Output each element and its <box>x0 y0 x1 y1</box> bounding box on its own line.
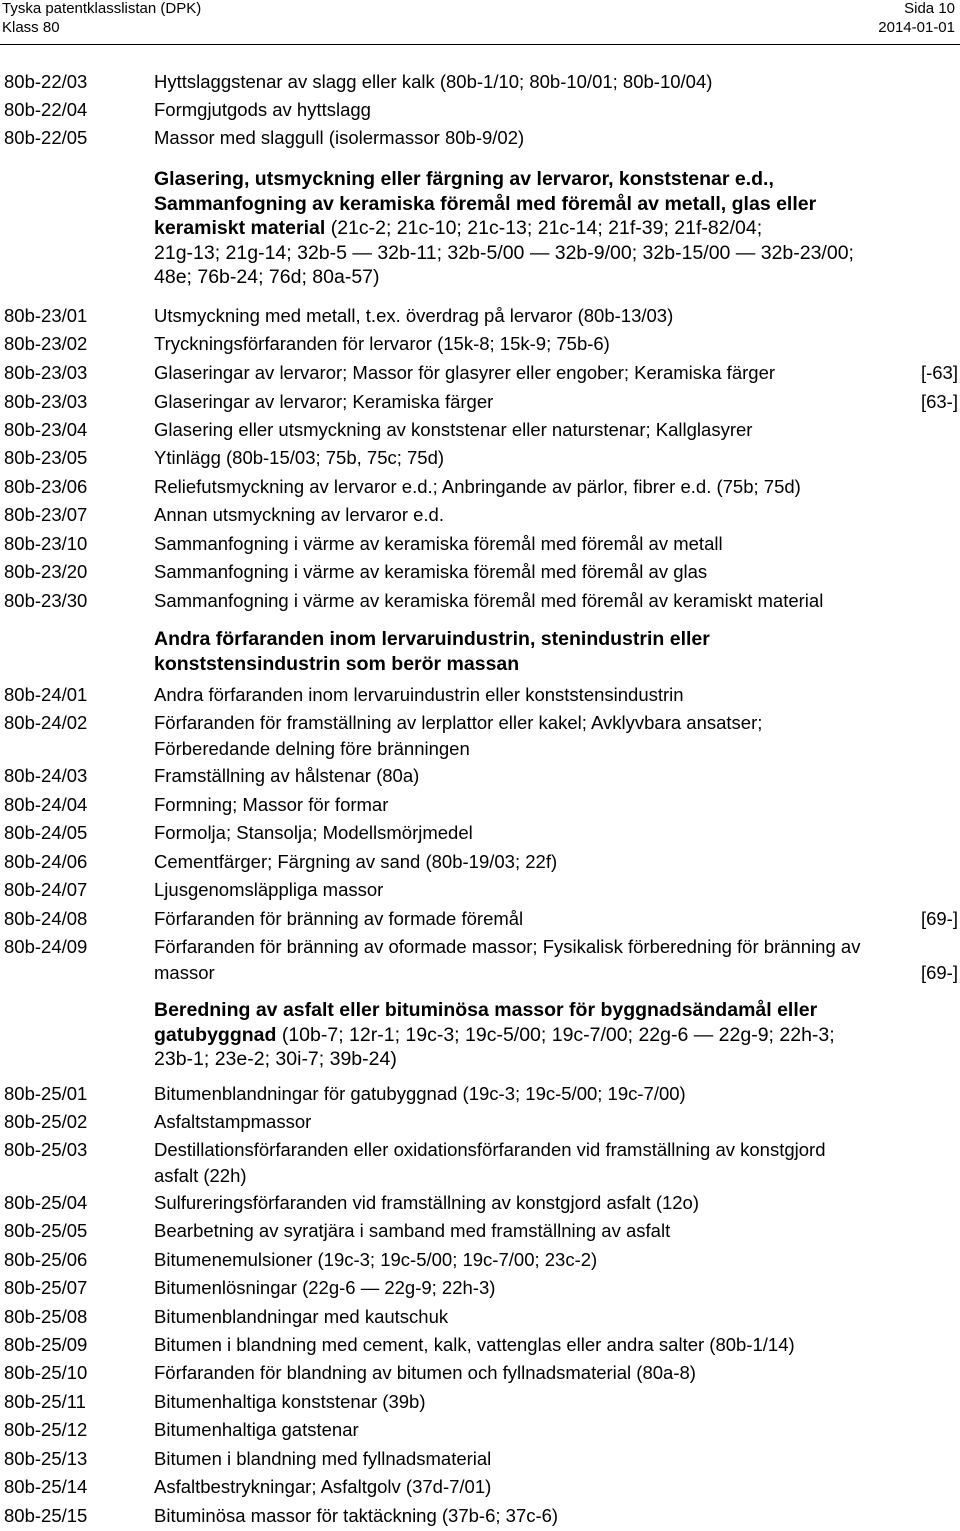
class-code: 80b-25/12 <box>4 1419 88 1440</box>
class-description: Asfaltbestrykningar; Asfaltgolv (37d-7/01) <box>154 1476 492 1497</box>
class-label: Klass 80 <box>2 19 60 36</box>
class-description: Bitumenblandningar för gatubyggnad (19c-3; 19c-5/00; 19c-7/00) <box>154 1083 686 1104</box>
section-heading <box>154 167 960 290</box>
class-code: 80b-22/05 <box>4 127 88 148</box>
class-code: 80b-25/02 <box>4 1111 88 1132</box>
class-code: 80b-25/05 <box>4 1220 88 1241</box>
class-description: Sammanfogning i värme av keramiska föremål med föremål av metall <box>154 533 723 554</box>
section-heading-line: 21g-13; 21g-14; 32b-5 — 32b-11; 32b-5/00 — 32b-9/00; 32b-15/00 — 32b-23/00; <box>154 241 854 264</box>
class-description: Förfaranden för blandning av bitumen och fyllnadsmaterial (80a-8) <box>154 1362 696 1383</box>
class-description: Bitumen i blandning med fyllnadsmaterial <box>154 1448 492 1469</box>
class-description: Formolja; Stansolja; Modellsmörjmedel <box>154 822 473 843</box>
class-description: Andra förfaranden inom lervaruindustrin eller konststensindustrin <box>154 684 684 705</box>
class-code: 80b-25/10 <box>4 1362 88 1383</box>
class-code: 80b-25/03 <box>4 1139 88 1160</box>
class-code: 80b-25/04 <box>4 1192 88 1213</box>
class-description: Utsmyckning med metall, t.ex. överdrag på lervaror (80b-13/03) <box>154 305 674 326</box>
class-description: Formgjutgods av hyttslagg <box>154 99 371 120</box>
class-code: 80b-24/06 <box>4 851 88 872</box>
class-code: 80b-24/01 <box>4 684 88 705</box>
class-description: Glaseringar av lervaror; Massor för glasyrer eller engober; Keramiska färger <box>154 362 776 383</box>
class-code: 80b-25/06 <box>4 1249 88 1270</box>
class-description: Bituminösa massor för taktäckning (37b-6; 37c-6) <box>154 1505 559 1526</box>
validity-tag: [-63] <box>920 362 958 383</box>
section-heading-line: Sammanfogning av keramiska föremål med föremål av metall, glas eller <box>154 192 817 215</box>
class-description: Formning; Massor för formar <box>154 794 389 815</box>
class-description: Destillationsförfaranden eller oxidationsförfaranden vid framställning av konstgjord asfalt (22h) <box>154 1139 826 1186</box>
class-code: 80b-25/13 <box>4 1448 88 1469</box>
section-heading-line: 23b-1; 23e-2; 30i-7; 39b-24) <box>154 1048 397 1070</box>
class-description: Reliefutsmyckning av lervaror e.d.; Anbringande av pärlor, fibrer e.d. (75b; 75d) <box>154 476 801 497</box>
class-description: Sammanfogning i värme av keramiska föremål med föremål av keramiskt material <box>154 590 824 611</box>
class-code: 80b-24/02 <box>4 712 88 733</box>
section-heading-line: konststensindustrin som berör massan <box>154 652 520 675</box>
class-code: 80b-22/04 <box>4 99 88 120</box>
class-description: Bitumenhaltiga gatstenar <box>154 1419 359 1440</box>
class-code: 80b-24/07 <box>4 879 88 900</box>
class-code: 80b-23/04 <box>4 419 88 440</box>
class-code: 80b-24/04 <box>4 794 88 815</box>
class-code: 80b-22/03 <box>4 71 88 92</box>
page-number: Sida 10 <box>904 0 955 17</box>
class-description: Glasering eller utsmyckning av konststenar eller naturstenar; Kallglasyrer <box>154 419 753 440</box>
header-divider <box>0 44 960 45</box>
section-heading-line: Beredning av asfalt eller bituminösa massor för byggnadsändamål eller <box>154 999 818 1021</box>
document-title: Tyska patentklasslistan (DPK) <box>2 0 202 17</box>
class-description: Sulfureringsförfaranden vid framställning av konstgjord asfalt (12o) <box>154 1192 700 1213</box>
class-description: Cementfärger; Färgning av sand (80b-19/03; 22f) <box>154 851 558 872</box>
class-description: Förfaranden för bränning av formade föremål <box>154 908 524 929</box>
class-description: Förfaranden för bränning av oformade massor; Fysikalisk förberedning för bränning av massor <box>154 936 861 983</box>
class-description: Tryckningsförfaranden för lervaror (15k-8; 15k-9; 75b-6) <box>154 333 610 354</box>
section-heading <box>154 627 960 676</box>
class-description: Annan utsmyckning av lervaror e.d. <box>154 504 444 525</box>
class-code: 80b-25/07 <box>4 1277 88 1298</box>
class-description: Framställning av hålstenar (80a) <box>154 765 420 786</box>
validity-tag: [69-] <box>920 908 958 929</box>
class-code: 80b-23/05 <box>4 447 88 468</box>
class-code: 80b-25/11 <box>4 1391 86 1412</box>
class-code: 80b-23/02 <box>4 333 88 354</box>
class-description: Bitumenblandningar med kautschuk <box>154 1306 449 1327</box>
class-code: 80b-24/03 <box>4 765 88 786</box>
section-heading-line: Glasering, utsmyckning eller färgning av lervaror, konststenar e.d., <box>154 168 774 190</box>
class-description: Ytinlägg (80b-15/03; 75b, 75c; 75d) <box>154 447 445 468</box>
class-code: 80b-24/09 <box>4 936 88 957</box>
section-heading-line: Andra förfaranden inom lervaruindustrin, stenindustrin eller <box>154 628 710 650</box>
class-description: Massor med slaggull (isolermassor 80b-9/02) <box>154 127 525 148</box>
section-heading <box>154 998 960 1072</box>
section-heading-line: 48e; 76b-24; 76d; 80a-57) <box>154 266 380 288</box>
class-code: 80b-24/05 <box>4 822 88 843</box>
class-code: 80b-23/06 <box>4 476 88 497</box>
class-description: Förfaranden för framställning av lerplattor eller kakel; Avklyvbara ansatser; Förberedande delning före bränningen <box>154 712 763 759</box>
class-description: Bearbetning av syratjära i samband med framställning av asfalt <box>154 1220 671 1241</box>
class-description: Sammanfogning i värme av keramiska föremål med föremål av glas <box>154 561 708 582</box>
date-label: 2014-01-01 <box>878 19 955 36</box>
class-code: 80b-25/08 <box>4 1306 88 1327</box>
class-description: Bitumenlösningar (22g-6 — 22g-9; 22h-3) <box>154 1277 496 1298</box>
class-code: 80b-23/03 <box>4 391 88 412</box>
class-description: Bitumenemulsioner (19c-3; 19c-5/00; 19c-7/00; 23c-2) <box>154 1249 598 1270</box>
class-description: Ljusgenomsläppliga massor <box>154 879 384 900</box>
class-code: 80b-23/20 <box>4 561 88 582</box>
validity-tag: [69-] <box>920 962 958 983</box>
class-code: 80b-25/09 <box>4 1334 88 1355</box>
class-code: 80b-23/07 <box>4 504 88 525</box>
class-code: 80b-24/08 <box>4 908 88 929</box>
class-code: 80b-23/01 <box>4 305 88 326</box>
class-code: 80b-23/03 <box>4 362 88 383</box>
class-description: Bitumen i blandning med cement, kalk, vattenglas eller andra salter (80b-1/14) <box>154 1334 795 1355</box>
class-description: Glaseringar av lervaror; Keramiska färger <box>154 391 494 412</box>
class-description: Hyttslaggstenar av slagg eller kalk (80b-1/10; 80b-10/01; 80b-10/04) <box>154 71 713 92</box>
section-heading-line: gatubyggnad (10b-7; 12r-1; 19c-3; 19c-5/00; 19c-7/00; 22g-6 — 22g-9; 22h-3; <box>154 1023 835 1046</box>
class-code: 80b-25/15 <box>4 1505 88 1526</box>
class-code: 80b-25/14 <box>4 1476 88 1497</box>
class-code: 80b-25/01 <box>4 1083 88 1104</box>
class-code: 80b-23/10 <box>4 533 88 554</box>
class-code: 80b-23/30 <box>4 590 88 611</box>
section-heading-line: keramiskt material (21c-2; 21c-10; 21c-13; 21c-14; 21f-39; 21f-82/04; <box>154 217 763 239</box>
class-description: Bitumenhaltiga konststenar (39b) <box>154 1391 426 1412</box>
class-description: Asfaltstampmassor <box>154 1111 312 1132</box>
validity-tag: [63-] <box>920 391 958 412</box>
